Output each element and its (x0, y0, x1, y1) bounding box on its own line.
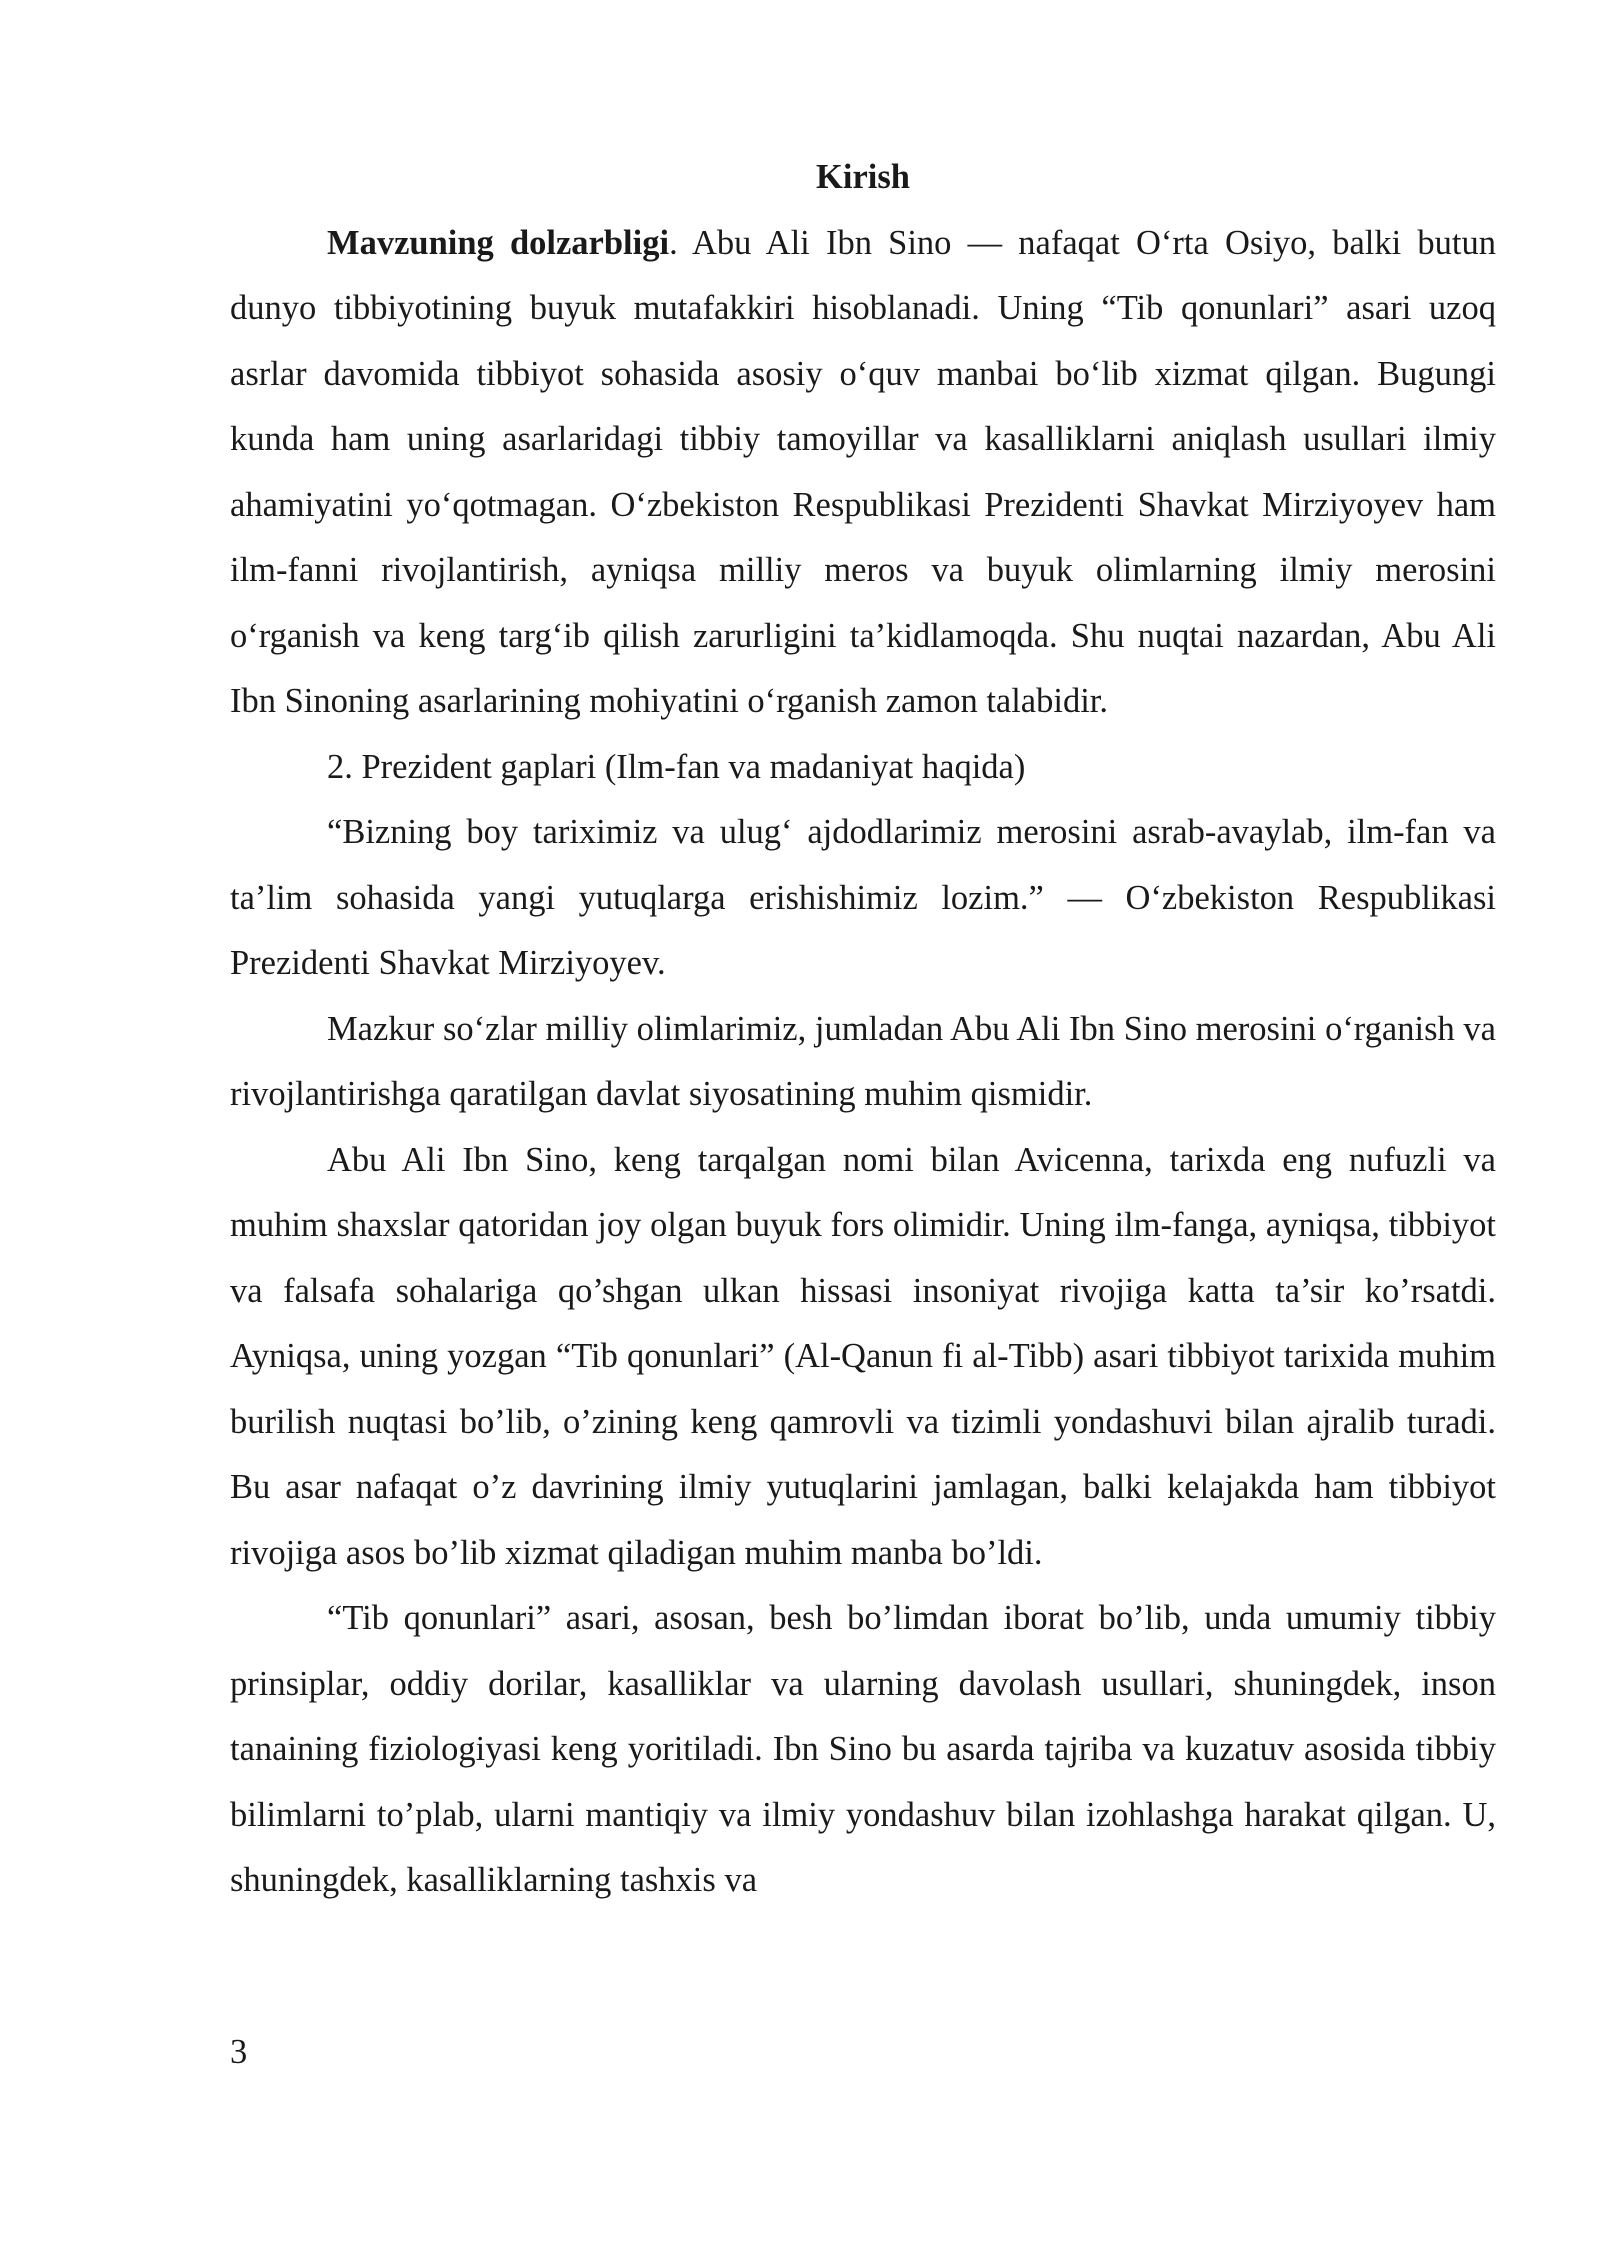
document-page (230, 145, 1496, 1914)
intro-paragraph (230, 211, 1496, 735)
paragraph-quote-commentary: Mazkur so‘zlar milliy olimlarimiz, jumladan Abu Ali Ibn Sino merosini o‘rganish va rivojlantirishga qaratilgan davlat siyosatining muhim qismidir. (230, 1009, 1496, 1113)
paragraph-president-quote: “Bizning boy tariximiz va ulug‘ ajdodlarimiz merosini asrab-avaylab, ilm-fan va ta’lim sohasida yangi yutuqlarga erishishimiz lozim.” — O‘zbekiston Respublikasi Prezidenti Shavkat Mirziyoyev. (230, 813, 1496, 982)
section-title: Kirish (816, 158, 910, 196)
page-number: 3 (230, 2033, 248, 2071)
intro-paragraph-text: . Abu Ali Ibn Sino — nafaqat O‘rta Osiyo, balki butun dunyo tibbiyotining buyuk mutafakkiri hisoblanadi. Uning “Tib qonunlari” asari uzoq asrlar davomida tibbiyot sohasida asosiy o‘quv manbai bo‘lib xizmat qilgan. Bugungi kunda ham uning asarlaridagi tibbiy tamoyillar va kasalliklarni aniqlash usullari ilmiy ahamiyatini yo‘qotmagan. O‘zbekiston Respublikasi Prezidenti Shavkat Mirziyoyev ham ilm-fanni rivojlantirish, ayniqsa milliy meros va buyuk olimlarning ilmiy merosini o‘rganish va keng targ‘ib qilish zarurligini ta’kidlamoqda. Shu nuqtai nazardan, Abu Ali Ibn Sinoning asarlarining mohiyatini o‘rganish zamon talabidir. (230, 223, 1496, 720)
paragraph-president-heading: 2. Prezident gaplari (Ilm-fan va madaniyat haqida) (327, 747, 1026, 786)
paragraph-avicenna-bio: Abu Ali Ibn Sino, keng tarqalgan nomi bilan Avicenna, tarixda eng nufuzli va muhim shaxslar qatoridan joy olgan buyuk fors olimidir. Uning ilm-fanga, ayniqsa, tibbiyot va falsafa sohalariga qo’shgan ulkan hissasi insoniyat rivojiga katta ta’sir ko’rsatdi. Ayniqsa, uning yozgan “Tib qonunlari” (Al-Qanun fi al-Tibb) asari tibbiyot tarixida muhim burilish nuqtasi bo’lib, o’zining keng qamrovli va tizimli yondashuvi bilan ajralib turadi. Bu asar nafaqat o’z davrining ilmiy yutuqlarini jamlagan, balki kelajakda ham tibbiyot rivojiga asos bo’lib xizmat qiladigan muhim manba bo’ldi. (230, 1140, 1496, 1572)
intro-lead-bold: Mavzuning dolzarbligi (327, 223, 670, 262)
paragraph-canon-overview: “Tib qonunlari” asari, asosan, besh bo’limdan iborat bo’lib, unda umumiy tibbiy prinsiplar, oddiy dorilar, kasalliklar va ularning davolash usullari, shuningdek, inson tanaining fiziologiyasi keng yoritiladi. Ibn Sino bu asarda tajriba va kuzatuv asosida tibbiy bilimlarni to’plab, ularni mantiqiy va ilmiy yondashuv bilan izohlashga harakat qilgan. U, shuningdek, kasalliklarning tashxis va (230, 1599, 1496, 1899)
